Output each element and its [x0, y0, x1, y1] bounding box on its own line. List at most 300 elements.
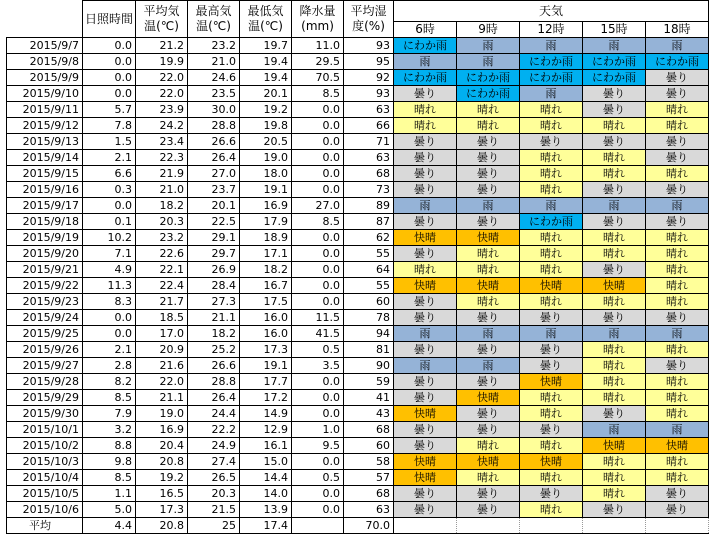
max-temp-cell: 21.1 — [188, 310, 240, 326]
sunshine-cell: 2.1 — [83, 342, 136, 358]
weather-table-container — [6, 0, 709, 534]
max-temp-cell: 18.2 — [188, 326, 240, 342]
humidity-cell: 95 — [344, 54, 394, 70]
weather-cell-15h: 曇り — [583, 182, 646, 198]
table-row — [7, 70, 709, 86]
weather-cell-6h: 晴れ — [394, 262, 457, 278]
weather-cell-6h: 雨 — [394, 326, 457, 342]
min-temp-cell: 19.2 — [240, 102, 292, 118]
max-temp-cell: 24.4 — [188, 406, 240, 422]
date-cell: 2015/9/18 — [7, 214, 83, 230]
humidity-cell: 68 — [344, 486, 394, 502]
weather-cell-6h: 快晴 — [394, 406, 457, 422]
max-temp-cell: 30.0 — [188, 102, 240, 118]
weather-cell-12h: にわか雨 — [520, 54, 583, 70]
weather-cell-15h: 曇り — [583, 214, 646, 230]
humidity-cell: 73 — [344, 182, 394, 198]
weather-cell-9h: 曇り — [457, 182, 520, 198]
humidity-cell: 60 — [344, 438, 394, 454]
weather-cell-9h: 雨 — [457, 54, 520, 70]
table-row — [7, 38, 709, 54]
avg-temp-cell: 21.0 — [136, 182, 188, 198]
weather-cell-15h: 雨 — [583, 326, 646, 342]
humidity-cell: 68 — [344, 166, 394, 182]
sunshine-cell: 7.9 — [83, 406, 136, 422]
precip-cell: 11.5 — [292, 310, 344, 326]
weather-cell-18h: 晴れ — [646, 374, 709, 390]
weather-cell-9h: 曇り — [457, 134, 520, 150]
table-row — [7, 134, 709, 150]
avg-temp-cell: 18.2 — [136, 198, 188, 214]
weather-cell-18h: 晴れ — [646, 262, 709, 278]
weather-cell-9h: 曇り — [457, 150, 520, 166]
weather-cell-9h: 曇り — [457, 374, 520, 390]
date-cell: 2015/9/7 — [7, 38, 83, 54]
humidity-cell: 41 — [344, 390, 394, 406]
date-cell: 2015/9/30 — [7, 406, 83, 422]
max-temp-cell: 26.6 — [188, 134, 240, 150]
header-weather: 天気 — [394, 1, 709, 22]
header-precip: 降水量(mm) — [292, 1, 344, 38]
weather-cell-9h: 晴れ — [457, 262, 520, 278]
precip-cell: 0.0 — [292, 134, 344, 150]
weather-cell-6h: 曇り — [394, 246, 457, 262]
weather-cell-15h: 曇り — [583, 502, 646, 518]
weather-cell-9h: 晴れ — [457, 102, 520, 118]
weather-cell-15h: 晴れ — [583, 486, 646, 502]
average-humidity: 70.0 — [344, 518, 394, 534]
header-time-18: 18時 — [646, 22, 709, 38]
table-row — [7, 342, 709, 358]
average-min-temp: 17.4 — [240, 518, 292, 534]
avg-temp-cell: 18.5 — [136, 310, 188, 326]
sunshine-cell: 0.0 — [83, 198, 136, 214]
weather-cell-6h: 曇り — [394, 422, 457, 438]
date-cell: 2015/9/21 — [7, 262, 83, 278]
max-temp-cell: 27.3 — [188, 294, 240, 310]
weather-cell-9h: 曇り — [457, 502, 520, 518]
precip-cell: 8.5 — [292, 214, 344, 230]
humidity-cell: 43 — [344, 406, 394, 422]
weather-cell-9h: 快晴 — [457, 230, 520, 246]
average-row — [7, 518, 709, 534]
humidity-cell: 64 — [344, 262, 394, 278]
weather-cell-15h: 快晴 — [583, 278, 646, 294]
weather-cell-12h: 晴れ — [520, 502, 583, 518]
table-row — [7, 262, 709, 278]
table-row — [7, 454, 709, 470]
min-temp-cell: 18.2 — [240, 262, 292, 278]
table-row — [7, 230, 709, 246]
weather-cell-12h: 曇り — [520, 310, 583, 326]
weather-cell-12h: 雨 — [520, 38, 583, 54]
max-temp-cell: 28.8 — [188, 374, 240, 390]
weather-cell-18h: 晴れ — [646, 278, 709, 294]
weather-cell-12h: 曇り — [520, 342, 583, 358]
avg-temp-cell: 21.1 — [136, 390, 188, 406]
table-row — [7, 198, 709, 214]
sunshine-cell: 2.1 — [83, 150, 136, 166]
avg-temp-cell: 22.1 — [136, 262, 188, 278]
weather-cell-15h: 雨 — [583, 422, 646, 438]
weather-cell-18h: 曇り — [646, 502, 709, 518]
weather-cell-6h: 曇り — [394, 390, 457, 406]
weather-cell-18h: 雨 — [646, 198, 709, 214]
weather-cell-18h: 晴れ — [646, 166, 709, 182]
weather-cell-12h: 曇り — [520, 486, 583, 502]
table-row — [7, 486, 709, 502]
humidity-cell: 68 — [344, 422, 394, 438]
weather-cell-15h: 雨 — [583, 38, 646, 54]
date-cell: 2015/9/22 — [7, 278, 83, 294]
weather-cell-9h: にわか雨 — [457, 70, 520, 86]
avg-temp-cell: 20.9 — [136, 342, 188, 358]
weather-cell-9h: 快晴 — [457, 278, 520, 294]
weather-cell-18h: 晴れ — [646, 102, 709, 118]
max-temp-cell: 24.9 — [188, 438, 240, 454]
weather-cell-15h: 曇り — [583, 406, 646, 422]
precip-cell: 3.5 — [292, 358, 344, 374]
precip-cell: 0.0 — [292, 246, 344, 262]
precip-cell: 0.0 — [292, 150, 344, 166]
header-time-15: 15時 — [583, 22, 646, 38]
weather-cell-15h: 晴れ — [583, 342, 646, 358]
weather-cell-18h: 晴れ — [646, 294, 709, 310]
avg-temp-cell: 19.9 — [136, 54, 188, 70]
weather-cell-18h: 雨 — [646, 326, 709, 342]
precip-cell: 0.0 — [292, 390, 344, 406]
min-temp-cell: 19.1 — [240, 182, 292, 198]
date-cell: 2015/10/6 — [7, 502, 83, 518]
min-temp-cell: 14.9 — [240, 406, 292, 422]
weather-cell-12h: 晴れ — [520, 294, 583, 310]
weather-cell-9h: 雨 — [457, 198, 520, 214]
weather-cell-15h: 晴れ — [583, 374, 646, 390]
average-weather-empty — [457, 518, 520, 534]
avg-temp-cell: 20.4 — [136, 438, 188, 454]
weather-cell-15h: にわか雨 — [583, 54, 646, 70]
date-cell: 2015/9/20 — [7, 246, 83, 262]
avg-temp-cell: 22.3 — [136, 150, 188, 166]
sunshine-cell: 0.0 — [83, 86, 136, 102]
table-row — [7, 470, 709, 486]
avg-temp-cell: 22.0 — [136, 70, 188, 86]
min-temp-cell: 17.3 — [240, 342, 292, 358]
sunshine-cell: 5.7 — [83, 102, 136, 118]
weather-cell-6h: 快晴 — [394, 470, 457, 486]
table-row — [7, 166, 709, 182]
weather-cell-9h: 晴れ — [457, 438, 520, 454]
max-temp-cell: 25.2 — [188, 342, 240, 358]
precip-cell: 9.5 — [292, 438, 344, 454]
humidity-cell: 92 — [344, 70, 394, 86]
avg-temp-cell: 22.0 — [136, 374, 188, 390]
weather-cell-12h: 曇り — [520, 358, 583, 374]
table-row — [7, 182, 709, 198]
sunshine-cell: 0.0 — [83, 38, 136, 54]
weather-cell-12h: 晴れ — [520, 150, 583, 166]
sunshine-cell: 7.1 — [83, 246, 136, 262]
avg-temp-cell: 17.0 — [136, 326, 188, 342]
table-row — [7, 278, 709, 294]
min-temp-cell: 16.0 — [240, 326, 292, 342]
header-sunshine: 日照時間 — [83, 1, 136, 38]
min-temp-cell: 19.4 — [240, 70, 292, 86]
weather-cell-12h: 晴れ — [520, 470, 583, 486]
weather-cell-6h: 曇り — [394, 342, 457, 358]
avg-temp-cell: 22.0 — [136, 86, 188, 102]
avg-temp-cell: 19.0 — [136, 406, 188, 422]
precip-cell: 0.0 — [292, 262, 344, 278]
weather-cell-12h: 曇り — [520, 134, 583, 150]
humidity-cell: 60 — [344, 294, 394, 310]
weather-cell-6h: 晴れ — [394, 118, 457, 134]
weather-cell-15h: 晴れ — [583, 470, 646, 486]
average-avg-temp: 20.8 — [136, 518, 188, 534]
weather-cell-18h: 曇り — [646, 486, 709, 502]
weather-cell-12h: 晴れ — [520, 262, 583, 278]
max-temp-cell: 28.8 — [188, 118, 240, 134]
precip-cell: 0.0 — [292, 278, 344, 294]
precip-cell: 0.0 — [292, 294, 344, 310]
precip-cell: 41.5 — [292, 326, 344, 342]
avg-temp-cell: 23.4 — [136, 134, 188, 150]
avg-temp-cell: 20.3 — [136, 214, 188, 230]
weather-table — [6, 0, 709, 534]
average-label: 平均 — [7, 518, 83, 534]
table-row — [7, 214, 709, 230]
average-weather-empty — [583, 518, 646, 534]
weather-cell-12h: にわか雨 — [520, 214, 583, 230]
weather-cell-12h: 晴れ — [520, 118, 583, 134]
weather-cell-18h: 曇り — [646, 358, 709, 374]
table-row — [7, 54, 709, 70]
weather-cell-15h: 晴れ — [583, 294, 646, 310]
weather-cell-18h: 晴れ — [646, 454, 709, 470]
min-temp-cell: 17.2 — [240, 390, 292, 406]
min-temp-cell: 14.4 — [240, 470, 292, 486]
date-cell: 2015/9/25 — [7, 326, 83, 342]
weather-cell-9h: 雨 — [457, 38, 520, 54]
avg-temp-cell: 21.2 — [136, 38, 188, 54]
precip-cell: 0.0 — [292, 374, 344, 390]
date-cell: 2015/10/1 — [7, 422, 83, 438]
sunshine-cell: 1.1 — [83, 486, 136, 502]
precip-cell: 0.0 — [292, 406, 344, 422]
weather-cell-18h: 晴れ — [646, 230, 709, 246]
precip-cell: 27.0 — [292, 198, 344, 214]
weather-cell-6h: 曇り — [394, 374, 457, 390]
sunshine-cell: 0.3 — [83, 182, 136, 198]
sunshine-cell: 8.3 — [83, 294, 136, 310]
weather-cell-12h: 雨 — [520, 198, 583, 214]
max-temp-cell: 23.2 — [188, 38, 240, 54]
max-temp-cell: 26.4 — [188, 390, 240, 406]
weather-cell-12h: 晴れ — [520, 390, 583, 406]
precip-cell: 1.0 — [292, 422, 344, 438]
weather-cell-15h: 晴れ — [583, 454, 646, 470]
date-cell: 2015/10/3 — [7, 454, 83, 470]
min-temp-cell: 18.0 — [240, 166, 292, 182]
weather-cell-9h: 曇り — [457, 214, 520, 230]
weather-cell-18h: にわか雨 — [646, 54, 709, 70]
weather-cell-9h: 曇り — [457, 486, 520, 502]
max-temp-cell: 20.1 — [188, 198, 240, 214]
table-row — [7, 374, 709, 390]
avg-temp-cell: 24.2 — [136, 118, 188, 134]
precip-cell: 0.0 — [292, 102, 344, 118]
avg-temp-cell: 21.6 — [136, 358, 188, 374]
min-temp-cell: 20.1 — [240, 86, 292, 102]
sunshine-cell: 2.8 — [83, 358, 136, 374]
humidity-cell: 89 — [344, 198, 394, 214]
table-row — [7, 422, 709, 438]
weather-cell-9h: 曇り — [457, 310, 520, 326]
average-max-temp: 25 — [188, 518, 240, 534]
date-cell: 2015/9/26 — [7, 342, 83, 358]
sunshine-cell: 0.0 — [83, 310, 136, 326]
min-temp-cell: 12.9 — [240, 422, 292, 438]
weather-cell-12h: 曇り — [520, 422, 583, 438]
average-sunshine: 4.4 — [83, 518, 136, 534]
table-row — [7, 86, 709, 102]
weather-cell-6h: 曇り — [394, 150, 457, 166]
weather-cell-6h: 曇り — [394, 486, 457, 502]
table-row — [7, 246, 709, 262]
weather-cell-9h: 曇り — [457, 166, 520, 182]
humidity-cell: 93 — [344, 86, 394, 102]
weather-cell-15h: 曇り — [583, 134, 646, 150]
weather-cell-6h: 曇り — [394, 294, 457, 310]
avg-temp-cell: 16.5 — [136, 486, 188, 502]
weather-cell-15h: 晴れ — [583, 246, 646, 262]
header-time-12: 12時 — [520, 22, 583, 38]
weather-cell-6h: 晴れ — [394, 102, 457, 118]
weather-cell-9h: 晴れ — [457, 246, 520, 262]
header-time-6: 6時 — [394, 22, 457, 38]
min-temp-cell: 19.4 — [240, 54, 292, 70]
date-cell: 2015/9/10 — [7, 86, 83, 102]
precip-cell: 0.5 — [292, 470, 344, 486]
precip-cell: 8.5 — [292, 86, 344, 102]
weather-cell-9h: 曇り — [457, 422, 520, 438]
weather-cell-12h: 晴れ — [520, 246, 583, 262]
weather-cell-18h: 快晴 — [646, 438, 709, 454]
humidity-cell: 63 — [344, 502, 394, 518]
weather-cell-18h: 晴れ — [646, 390, 709, 406]
min-temp-cell: 18.9 — [240, 230, 292, 246]
precip-cell: 0.0 — [292, 182, 344, 198]
min-temp-cell: 16.0 — [240, 310, 292, 326]
average-weather-empty — [520, 518, 583, 534]
avg-temp-cell: 20.8 — [136, 454, 188, 470]
date-cell: 2015/9/27 — [7, 358, 83, 374]
weather-cell-15h: 晴れ — [583, 150, 646, 166]
humidity-cell: 57 — [344, 470, 394, 486]
humidity-cell: 55 — [344, 246, 394, 262]
humidity-cell: 58 — [344, 454, 394, 470]
weather-cell-15h: 晴れ — [583, 390, 646, 406]
date-cell: 2015/9/19 — [7, 230, 83, 246]
weather-cell-18h: 晴れ — [646, 406, 709, 422]
weather-cell-15h: 晴れ — [583, 358, 646, 374]
max-temp-cell: 29.7 — [188, 246, 240, 262]
weather-cell-6h: 雨 — [394, 54, 457, 70]
precip-cell: 0.0 — [292, 486, 344, 502]
table-row — [7, 390, 709, 406]
date-cell: 2015/9/23 — [7, 294, 83, 310]
humidity-cell: 63 — [344, 150, 394, 166]
min-temp-cell: 16.1 — [240, 438, 292, 454]
sunshine-cell: 8.5 — [83, 470, 136, 486]
sunshine-cell: 11.3 — [83, 278, 136, 294]
table-row — [7, 358, 709, 374]
date-cell: 2015/9/28 — [7, 374, 83, 390]
max-temp-cell: 26.4 — [188, 150, 240, 166]
min-temp-cell: 19.7 — [240, 38, 292, 54]
humidity-cell: 93 — [344, 38, 394, 54]
sunshine-cell: 8.5 — [83, 390, 136, 406]
min-temp-cell: 20.5 — [240, 134, 292, 150]
weather-cell-9h: 曇り — [457, 342, 520, 358]
table-row — [7, 118, 709, 134]
weather-cell-18h: 曇り — [646, 134, 709, 150]
humidity-cell: 62 — [344, 230, 394, 246]
weather-cell-6h: 快晴 — [394, 230, 457, 246]
min-temp-cell: 19.1 — [240, 358, 292, 374]
humidity-cell: 63 — [344, 102, 394, 118]
weather-cell-18h: 晴れ — [646, 246, 709, 262]
max-temp-cell: 28.4 — [188, 278, 240, 294]
average-weather-empty — [646, 518, 709, 534]
min-temp-cell: 17.5 — [240, 294, 292, 310]
avg-temp-cell: 17.3 — [136, 502, 188, 518]
sunshine-cell: 6.6 — [83, 166, 136, 182]
avg-temp-cell: 23.2 — [136, 230, 188, 246]
table-row — [7, 150, 709, 166]
header-time-9: 9時 — [457, 22, 520, 38]
weather-cell-18h: 曇り — [646, 214, 709, 230]
avg-temp-cell: 21.9 — [136, 166, 188, 182]
date-cell: 2015/9/14 — [7, 150, 83, 166]
date-cell: 2015/10/5 — [7, 486, 83, 502]
max-temp-cell: 27.4 — [188, 454, 240, 470]
weather-cell-6h: にわか雨 — [394, 70, 457, 86]
weather-cell-12h: 晴れ — [520, 166, 583, 182]
weather-cell-15h: 晴れ — [583, 118, 646, 134]
date-cell: 2015/9/16 — [7, 182, 83, 198]
weather-cell-15h: にわか雨 — [583, 70, 646, 86]
weather-cell-12h: 快晴 — [520, 278, 583, 294]
weather-cell-9h: 曇り — [457, 406, 520, 422]
corner-cell — [7, 1, 83, 38]
weather-cell-12h: 雨 — [520, 86, 583, 102]
min-temp-cell: 15.0 — [240, 454, 292, 470]
weather-cell-15h: 晴れ — [583, 166, 646, 182]
weather-cell-6h: 快晴 — [394, 454, 457, 470]
min-temp-cell: 17.7 — [240, 374, 292, 390]
table-row — [7, 294, 709, 310]
weather-cell-6h: 曇り — [394, 182, 457, 198]
max-temp-cell: 23.7 — [188, 182, 240, 198]
max-temp-cell: 20.3 — [188, 486, 240, 502]
sunshine-cell: 1.5 — [83, 134, 136, 150]
weather-cell-6h: 雨 — [394, 198, 457, 214]
humidity-cell: 71 — [344, 134, 394, 150]
date-cell: 2015/9/11 — [7, 102, 83, 118]
table-row — [7, 326, 709, 342]
humidity-cell: 81 — [344, 342, 394, 358]
